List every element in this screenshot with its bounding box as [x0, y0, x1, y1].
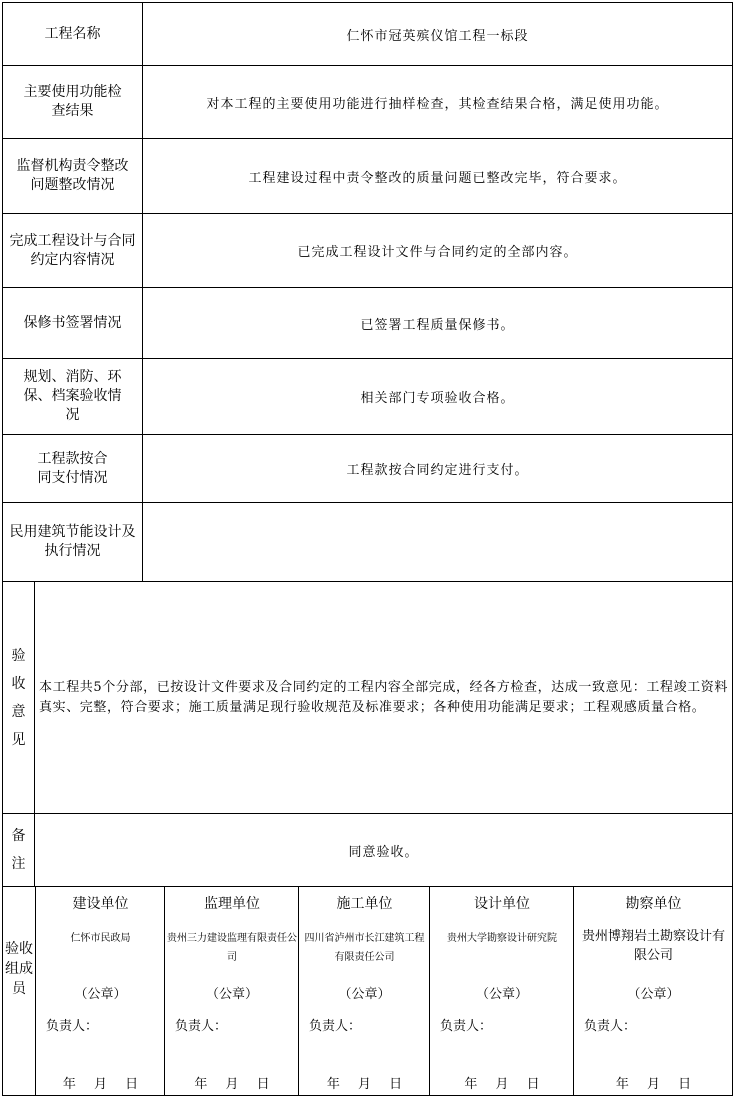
form-row [3, 288, 733, 359]
row-value-warranty: 已签署工程质量保修书。 [143, 288, 733, 359]
opinion-label: 验收意见 [3, 582, 35, 814]
form-row [3, 3, 733, 66]
member-seal: （公章） [205, 987, 258, 1002]
member-date: 年 月 日 [615, 1077, 692, 1092]
member-name: 仁怀市民政局 [70, 933, 131, 944]
row-label-energy-saving: 民用建筑节能设计及执行情况 [3, 503, 143, 582]
form-table [2, 2, 733, 887]
member-name: 贵州大学勘察设计研究院 [447, 933, 557, 944]
remarks-label: 备注 [3, 814, 35, 887]
member-seal: （公章） [74, 987, 127, 1002]
row-label-special-acceptance: 规划、消防、环保、档案验收情况 [3, 359, 143, 435]
row-value-rectification: 工程建设过程中责令整改的质量问题已整改完毕，符合要求。 [143, 139, 733, 214]
row-label-function-check: 主要使用功能检查结果 [3, 66, 143, 139]
row-value-special-acceptance: 相关部门专项验收合格。 [143, 359, 733, 435]
form-row [3, 582, 733, 814]
remarks-text: 同意验收。 [35, 814, 733, 887]
row-label-design-contract: 完成工程设计与合同约定内容情况 [3, 214, 143, 288]
member-date: 年 月 日 [62, 1077, 139, 1092]
member-col-supervisor [164, 887, 299, 1095]
member-responsible: 负责人： [584, 1019, 637, 1034]
row-value-energy-saving [143, 503, 733, 582]
members-section [2, 886, 733, 1096]
row-value-function-check: 对本工程的主要使用功能进行抽样检查，其检查结果合格，满足使用功能。 [143, 66, 733, 139]
member-responsible: 负责人： [309, 1019, 362, 1034]
member-responsible: 负责人： [46, 1019, 99, 1034]
members-label: 验收组成员 [5, 941, 33, 997]
member-role: 监理单位 [204, 896, 260, 912]
member-name: 贵州三力建设监理有限责任公司 [167, 933, 297, 963]
form-row [3, 814, 733, 887]
row-value-project-name: 仁怀市冠英殡仪馆工程一标段 [143, 3, 733, 66]
member-col-designer [429, 887, 574, 1095]
member-role: 施工单位 [336, 896, 393, 912]
form-row [3, 214, 733, 288]
opinion-text: 本工程共5个分部，已按设计文件要求及合同约定的工程内容全部完成，经各方检查，达成一致意见：工程竣工资料真实、完整，符合要求；施工质量满足现行验收规范及标准要求；各种使用功能满足要求；工程观感质量合格。 [35, 582, 733, 814]
row-label-payment: 工程款按合同支付情况 [3, 435, 143, 503]
member-name: 贵州博翔岩土勘察设计有限公司 [581, 929, 725, 963]
form-row [3, 66, 733, 139]
form-row [3, 139, 733, 214]
row-label-rectification: 监督机构责令整改问题整改情况 [3, 139, 143, 214]
member-date: 年 月 日 [326, 1077, 403, 1092]
row-value-design-contract: 已完成工程设计文件与合同约定的全部内容。 [143, 214, 733, 288]
member-role: 建设单位 [72, 896, 129, 912]
member-seal: （公章） [338, 987, 391, 1002]
member-responsible: 负责人： [440, 1019, 493, 1034]
member-col-contractor [298, 887, 430, 1095]
row-label-warranty: 保修书签署情况 [3, 288, 143, 359]
member-date: 年 月 日 [194, 1077, 270, 1092]
row-value-payment: 工程款按合同约定进行支付。 [143, 435, 733, 503]
member-responsible: 负责人： [175, 1019, 228, 1034]
member-date: 年 月 日 [464, 1077, 540, 1092]
form-row [3, 435, 733, 503]
member-col-owner [35, 887, 165, 1095]
member-role: 设计单位 [474, 896, 530, 912]
member-seal: （公章） [475, 987, 528, 1002]
row-label-project-name: 工程名称 [3, 3, 143, 66]
member-name: 四川省泸州市长江建筑工程有限责任公司 [304, 933, 425, 963]
member-role: 勘察单位 [625, 896, 682, 912]
form-row [3, 503, 733, 582]
member-col-surveyor [573, 887, 733, 1095]
member-seal: （公章） [627, 987, 680, 1002]
form-row [3, 359, 733, 435]
